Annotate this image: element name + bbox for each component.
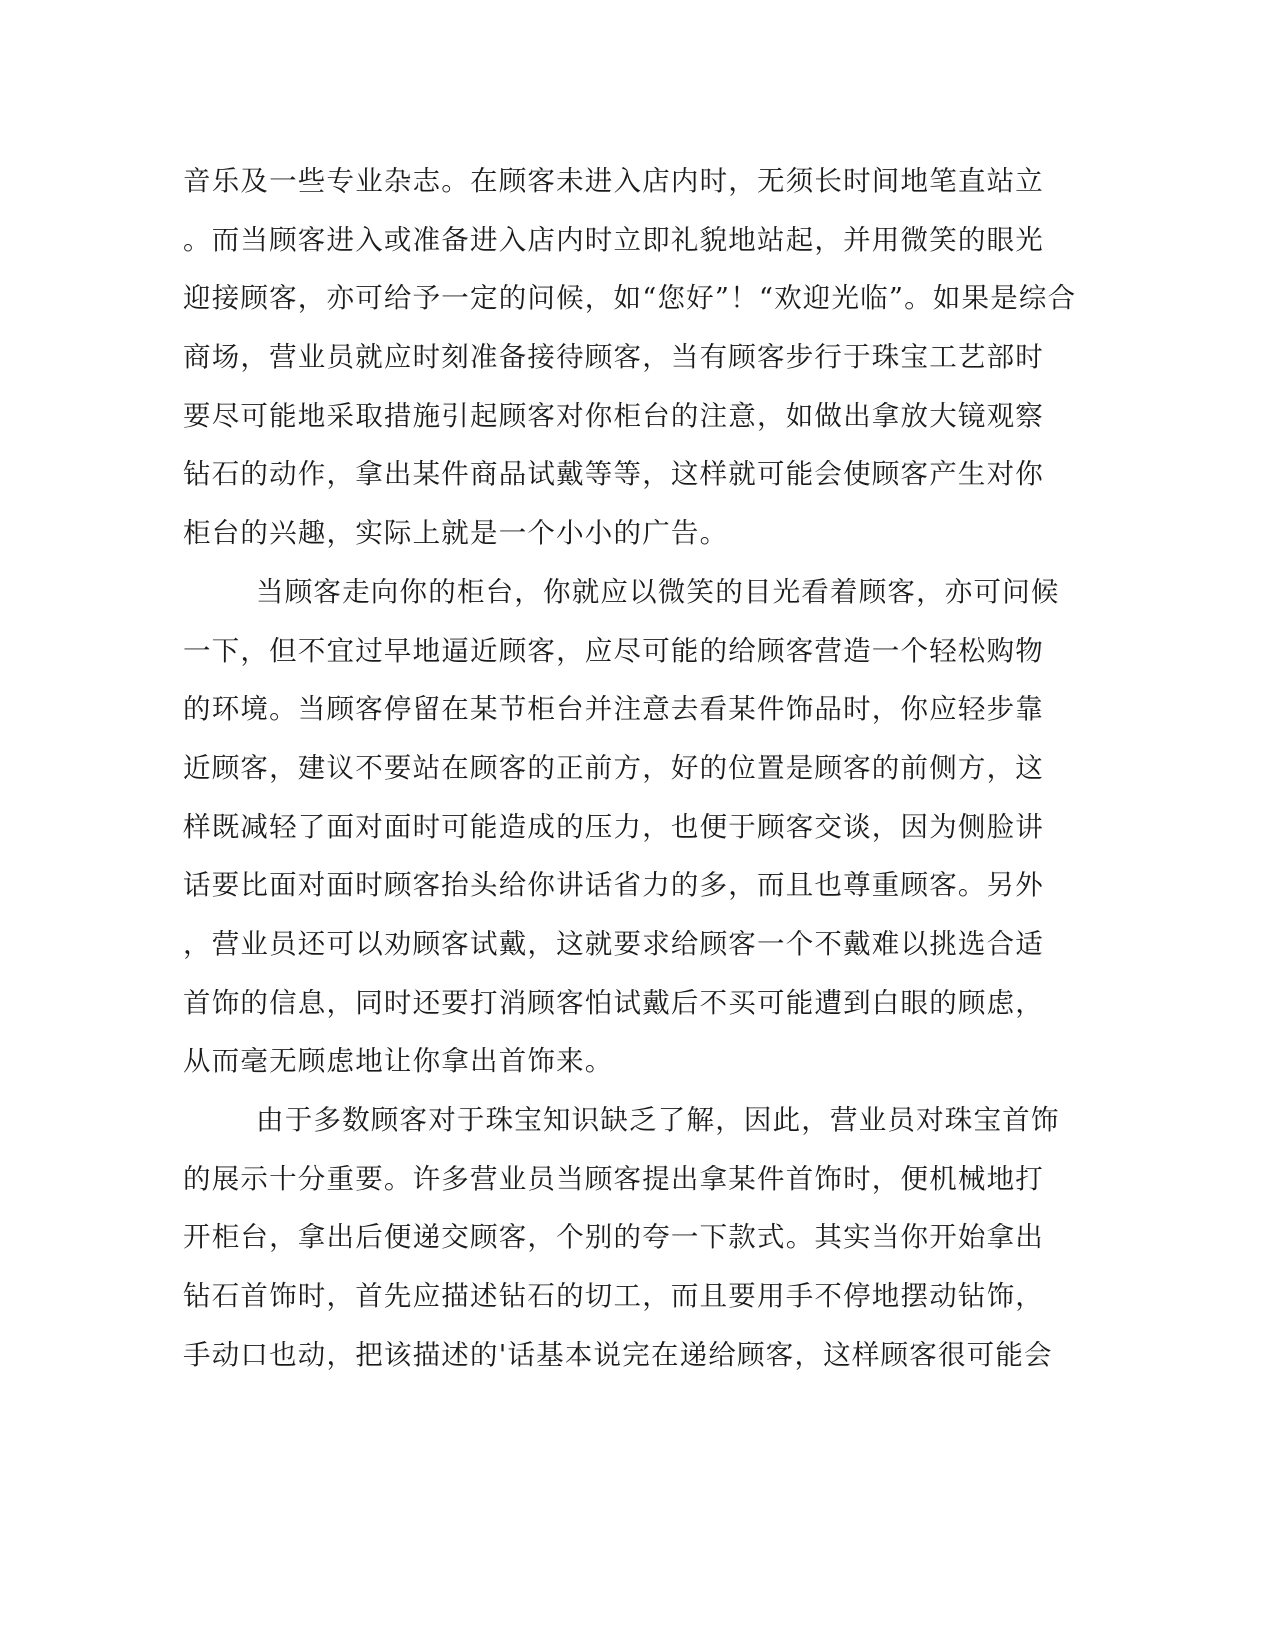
text-line: 样既减轻了面对面时可能造成的压力，也便于顾客交谈，因为侧脸讲 — [183, 810, 1044, 843]
text-line: 话要比面对面时顾客抬头给你讲话省力的多，而且也尊重顾客。另外 — [183, 869, 1044, 902]
text-line: 从而毫无顾虑地让你拿出首饰来。 — [183, 1045, 614, 1078]
text-line: 音乐及一些专业杂志。在顾客未进入店内时，无须长时间地笔直站立 — [183, 165, 1044, 197]
text-line: 当顾客走向你的柜台，你就应以微笑的目光看着顾客，亦可问候 — [256, 575, 1060, 608]
text-line: 。而当顾客进入或准备进入店内时立即礼貌地站起，并用微笑的眼光 — [183, 223, 1044, 256]
text-line: 钻石的动作，拿出某件商品试戴等等，这样就可能会使顾客产生对你 — [183, 458, 1044, 491]
document-body — [183, 152, 1077, 1384]
paragraph-3 — [183, 1091, 1060, 1384]
text-line: 迎接顾客，亦可给予一定的问候，如“您好”！“欢迎光临”。如果是综合 — [183, 282, 1077, 315]
text-line: 商场，营业员就应时刻准备接待顾客，当有顾客步行于珠宝工艺部时 — [183, 341, 1044, 374]
text-line: 要尽可能地采取措施引起顾客对你柜台的注意，如做出拿放大镜观察 — [183, 399, 1044, 432]
text-line: 一下，但不宜过早地逼近顾客，应尽可能的给顾客营造一个轻松购物 — [183, 634, 1044, 667]
text-line: 由于多数顾客对于珠宝知识缺乏了解，因此，营业员对珠宝首饰 — [256, 1104, 1060, 1136]
text-line: 开柜台，拿出后便递交顾客，个别的夸一下款式。其实当你开始拿出 — [183, 1221, 1044, 1254]
text-line: 手动口也动，把该描述的'话基本说完在递给顾客，这样顾客很可能会 — [183, 1338, 1053, 1371]
text-line: ，营业员还可以劝顾客试戴，这就要求给顾客一个不戴难以挑选合适 — [183, 927, 1044, 960]
text-line: 钻石首饰时，首先应描述钻石的切工，而且要用手不停地摆动钻饰， — [183, 1280, 1044, 1313]
text-line: 近顾客，建议不要站在顾客的正前方，好的位置是顾客的前侧方，这 — [183, 751, 1044, 784]
text-line: 柜台的兴趣，实际上就是一个小小的广告。 — [183, 517, 729, 550]
text-line: 首饰的信息，同时还要打消顾客怕试戴后不买可能遭到白眼的顾虑， — [183, 986, 1044, 1019]
paragraph-2 — [183, 563, 1060, 1091]
text-line: 的环境。当顾客停留在某节柜台并注意去看某件饰品时，你应轻步靠 — [183, 693, 1044, 726]
paragraph-1 — [183, 152, 1077, 563]
text-line: 的展示十分重要。许多营业员当顾客提出拿某件首饰时，便机械地打 — [183, 1162, 1044, 1195]
